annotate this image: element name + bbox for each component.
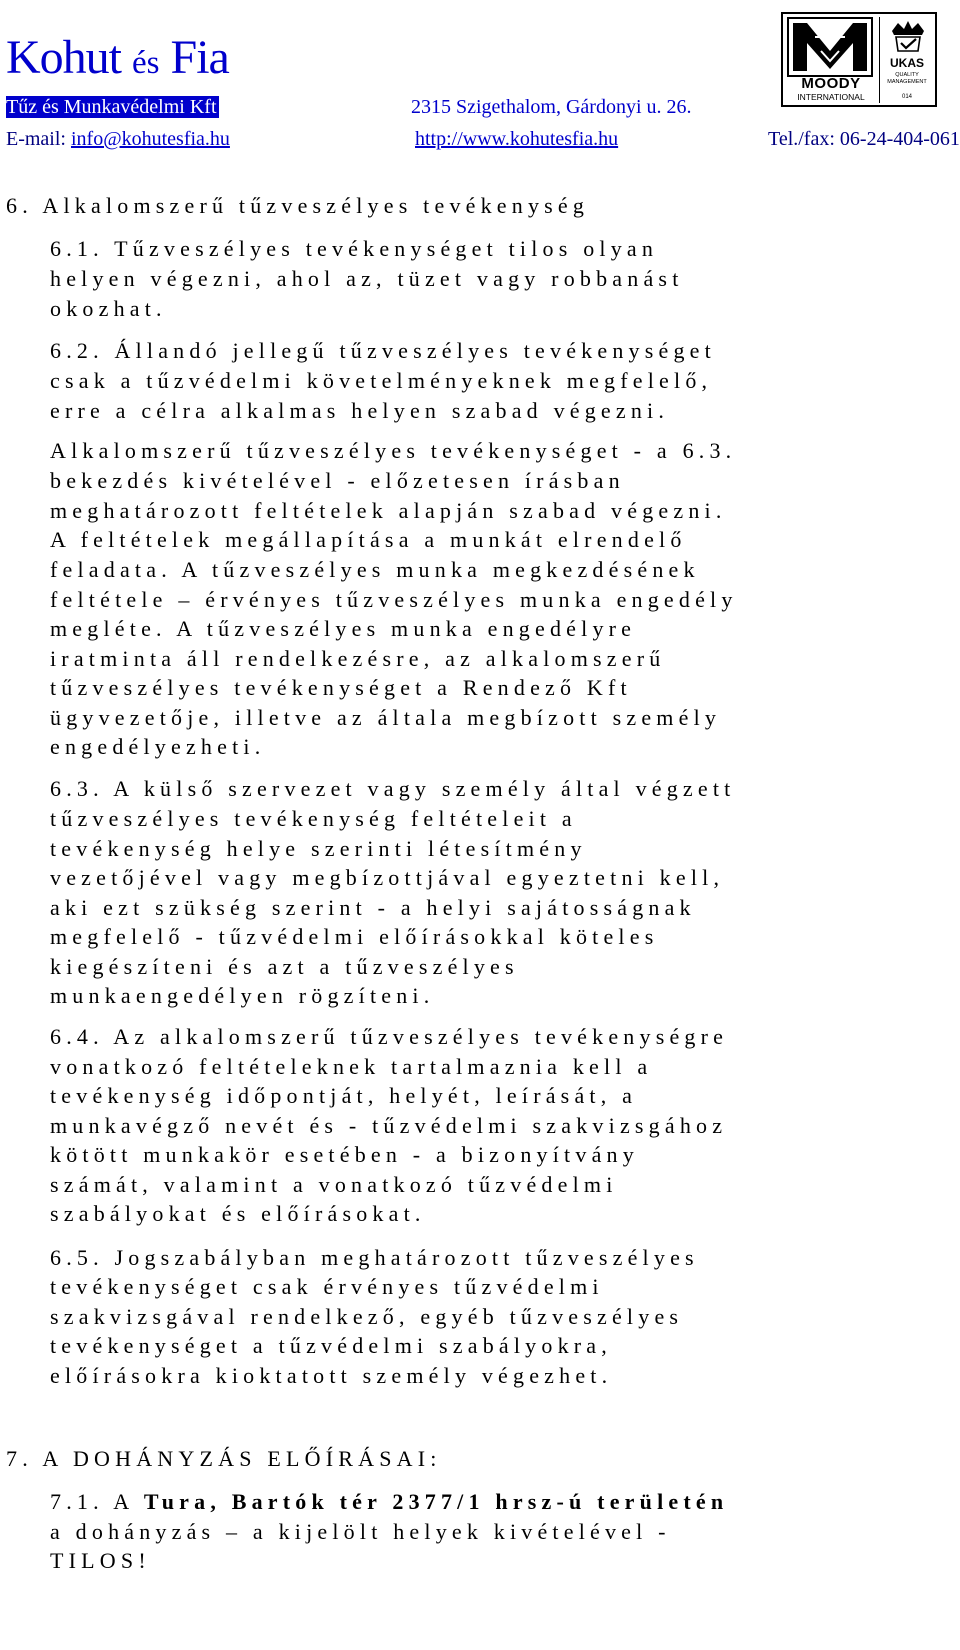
paragraph-line: kötött munkakör esetében - a bizonyítvány <box>50 1142 639 1167</box>
paragraph-line: előírásokra kioktatott személy végezhet. <box>50 1363 613 1388</box>
ukas-wordmark: UKAS <box>889 56 924 70</box>
paragraph-line: tevékenység helye szerinti létesítmény <box>50 836 587 861</box>
paragraph-line: TILOS! <box>50 1548 151 1573</box>
paragraph-line: 6.5. Jogszabályban meghatározott tűzveszélyes <box>50 1245 699 1270</box>
moody-logo-icon <box>787 17 873 77</box>
paragraph-line: a dohányzás – a kijelölt helyek kivételével - <box>50 1519 671 1544</box>
paragraph-line: meghatározott feltételek alapján szabad végezni. <box>50 498 727 523</box>
paragraph-line: kiegészíteni és azt a tűzveszélyes <box>50 954 519 979</box>
ukas-number: 014 <box>901 94 912 100</box>
paragraph-line: bekezdés kivételével - előzetesen írásban <box>50 468 625 493</box>
paragraph-line: számát, valamint a vonatkozó tűzvédelmi <box>50 1172 618 1197</box>
header-row-contact <box>6 127 960 151</box>
paragraph-line: erre a célra alkalmas helyen szabad végezni. <box>50 398 670 423</box>
paragraph-line: tűzveszélyes tevékenység feltételeit a <box>50 806 577 831</box>
email-line: E-mail: info@kohutesfia.hu <box>6 128 230 150</box>
website-link[interactable]: http://www.kohutesfia.hu <box>415 128 619 150</box>
paragraph-line: szabályokat és előírásokat. <box>50 1201 426 1226</box>
company-address: 2315 Szigethalom, Gárdonyi u. 26. <box>411 96 692 118</box>
paragraph-line: tevékenységet a tűzvédelmi szabályokra, <box>50 1333 612 1358</box>
paragraph-line: szakvizsgával rendelkező, egyéb tűzveszélyes <box>50 1304 684 1329</box>
company-tagline: Tűz és Munkavédelmi Kft <box>6 96 217 118</box>
paragraph-line: vonatkozó feltételeknek tartalmaznia kell a <box>50 1054 653 1079</box>
section-7-heading: 7. A DOHÁNYZÁS ELŐÍRÁSAI: <box>6 1446 442 1471</box>
paragraph-line: megfelelő - tűzvédelmi előírásokkal köteles <box>50 924 659 949</box>
paragraph-line: 6.3. A külső szervezet vagy személy által végzett <box>50 776 736 801</box>
paragraph-line: munkavégző nevét és - tűzvédelmi szakvizsgához <box>50 1113 728 1138</box>
moody-wordmark: MOODY <box>801 75 861 92</box>
paragraph-line: Alkalomszerű tűzveszélyes tevékenységet - a 6.3. <box>50 438 737 463</box>
phone-number: Tel./fax: 06-24-404-061 <box>768 128 960 150</box>
paragraph-line: feltétele – érvényes tűzveszélyes munka engedély <box>50 587 738 612</box>
certification-logo <box>781 12 937 107</box>
paragraph-line: 6.1. Tűzveszélyes tevékenységet tilos olyan <box>50 236 659 261</box>
paragraph-line: tűzveszélyes tevékenységet a Rendező Kft <box>50 675 632 700</box>
paragraph-line: helyen végezni, ahol az, tüzet vagy robbanást <box>50 266 684 291</box>
paragraph-line: 7.1. A Tura, Bartók tér 2377/1 hrsz-ú területén <box>50 1489 729 1514</box>
paragraph-line: munkaengedélyen rögzíteni. <box>50 983 435 1008</box>
paragraph-line: feladata. A tűzveszélyes munka megkezdésének <box>50 557 700 582</box>
paragraph-line: tevékenység időpontját, helyét, leírását, a <box>50 1083 638 1108</box>
paragraph-line: A feltételek megállapítása a munkát elrendelő <box>50 527 687 552</box>
ukas-mark <box>879 17 934 103</box>
paragraph-line: ügyvezetője, illetve az általa megbízott személy <box>50 705 722 730</box>
header-row-company <box>6 96 692 118</box>
crown-tick-icon <box>886 19 930 55</box>
paragraph-line: 6.4. Az alkalomszerű tűzveszélyes tevékenységre <box>50 1024 729 1049</box>
paragraph-line: tevékenységet csak érvényes tűzvédelmi <box>50 1274 604 1299</box>
email-link[interactable]: info@kohutesfia.hu <box>70 128 230 150</box>
moody-international: INTERNATIONAL <box>797 92 865 102</box>
paragraph-line: okozhat. <box>50 296 167 321</box>
paragraph-line: iratminta áll rendelkezésre, az alkalomszerű <box>50 646 666 671</box>
paragraph-line: 6.2. Állandó jellegű tűzveszélyes tevékenységet <box>50 338 716 363</box>
company-name: Kohut és Fia <box>6 31 229 84</box>
paragraph-line: megléte. A tűzveszélyes munka engedélyre <box>50 616 637 641</box>
ukas-quality-label: QUALITY MANAGEMENT <box>887 72 927 85</box>
paragraph-line: aki ezt szükség szerint - a helyi sajátosságnak <box>50 895 696 920</box>
section-6-heading: 6. Alkalomszerű tűzveszélyes tevékenység <box>6 193 590 218</box>
paragraph-line: engedélyezheti. <box>50 734 266 759</box>
paragraph-line: vezetőjével vagy megbízottjával egyeztetni kell, <box>50 865 725 890</box>
bold-location: Tura, Bartók tér 2377/1 hrsz-ú területén <box>143 1489 729 1514</box>
paragraph-line: csak a tűzvédelmi követelményeknek megfelelő, <box>50 368 713 393</box>
